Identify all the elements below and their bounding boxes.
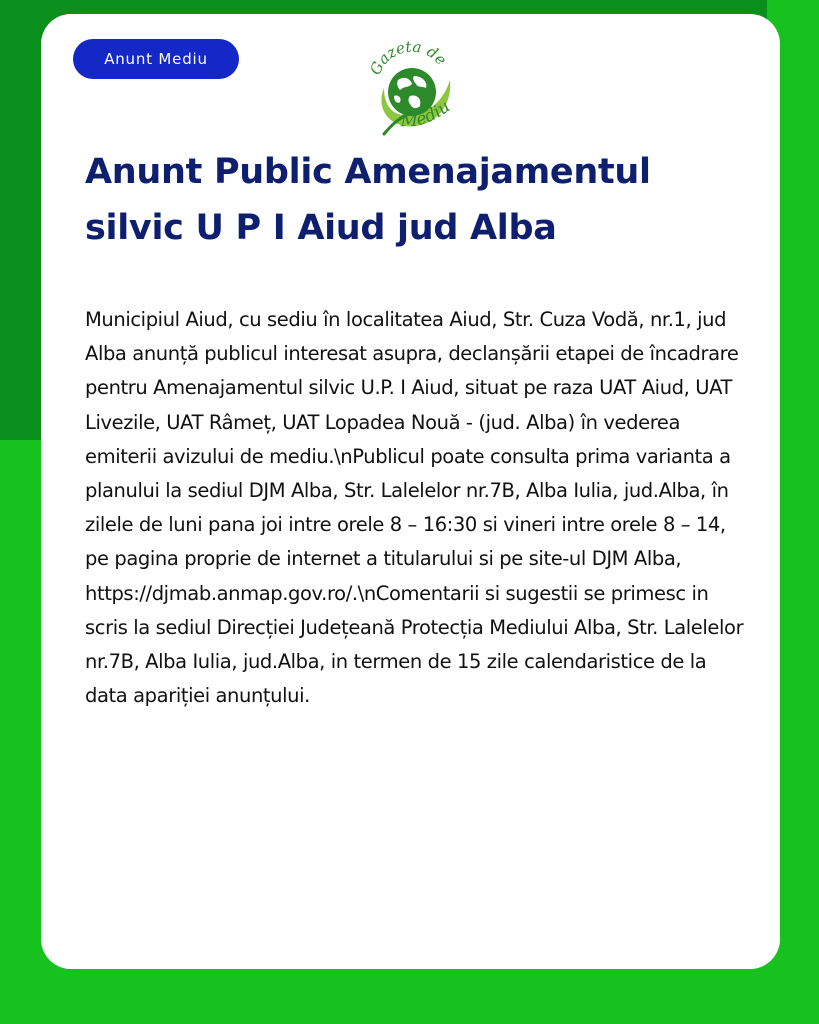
logo-text-bottom: Mediu [400,96,455,132]
gazeta-de-mediu-logo [354,36,466,146]
logo-text-top: Gazeta de [366,37,451,78]
category-badge[interactable]: Anunt Mediu [73,39,239,79]
announcement-body: Municipiul Aiud, cu sediu în localitatea Aiud, Str. Cuza Vodă, nr.1, jud Alba anunță publicul interesat asupra, declanșării etapei de încadrare pentru Amenajamentul silvic U.P. I Aiud, situat pe raza UAT Aiud, UAT Livezile, UAT Râmeț, UAT Lopadea Nouă - (jud. Alba) în vederea emiterii avizului de mediu.\nPublicul poate consulta prima varianta a planului la sediul DJM Alba, Str. Lalelelor nr.7B, Alba Iulia, jud.Alba, în zilele de luni pana joi intre orele 8 – 16:30 si vineri intre orele 8 – 14, pe pagina proprie de internet a titularului si pe site-ul DJM Alba, https://djmab.anmap.gov.ro/.\nComentarii si sugestii se primesc in scris la sediul Direcției Județeană Protecția Mediului Alba, Str. Lalelelor nr.7B, Alba Iulia, jud.Alba, in termen de 15 zile calendaristice de la data apariției anunțului. [85,308,744,708]
announcement-card [41,14,780,969]
announcement-title: Anunt Public Amenajamentul silvic U P I Aiud jud Alba [85,152,651,248]
